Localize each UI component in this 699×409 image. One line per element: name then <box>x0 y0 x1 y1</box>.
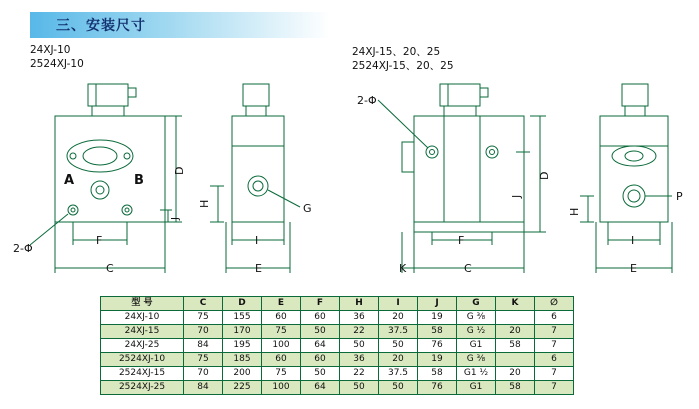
cell-D: 195 <box>223 339 262 353</box>
cell-C: 75 <box>184 353 223 367</box>
label-2phi-left: 2-Φ <box>13 242 33 255</box>
col-header-C: C <box>184 297 223 311</box>
cell-K: 20 <box>496 367 535 381</box>
col-header-phi: ∅ <box>535 297 574 311</box>
cell-I: 50 <box>379 381 418 395</box>
label-E-right: E <box>630 262 637 275</box>
table-row <box>101 325 574 339</box>
cell-D: 170 <box>223 325 262 339</box>
cell-I: 50 <box>379 339 418 353</box>
left-model-line-1: 24XJ-10 <box>30 44 71 56</box>
label-2phi-right: 2-Φ <box>357 94 377 107</box>
table-row <box>101 339 574 353</box>
cell-I: 20 <box>379 311 418 325</box>
cell-E: 60 <box>262 353 301 367</box>
col-header-K: K <box>496 297 535 311</box>
cell-G: G1 ½ <box>457 367 496 381</box>
cell-phi: 6 <box>535 311 574 325</box>
label-J-right: J <box>510 194 523 198</box>
cell-model: 2524XJ-25 <box>101 381 184 395</box>
col-header-E: E <box>262 297 301 311</box>
cell-J: 58 <box>418 325 457 339</box>
cell-phi: 7 <box>535 325 574 339</box>
label-H-mid: H <box>198 199 211 208</box>
table-row <box>101 381 574 395</box>
cell-C: 84 <box>184 381 223 395</box>
label-F-left: F <box>96 234 103 247</box>
label-A: A <box>64 173 75 188</box>
label-H-right: H <box>568 207 581 216</box>
cell-G: G ⅜ <box>457 353 496 367</box>
cell-J: 19 <box>418 353 457 367</box>
cell-K: 20 <box>496 325 535 339</box>
cell-F: 50 <box>301 367 340 381</box>
cell-K: 58 <box>496 339 535 353</box>
cell-model: 2524XJ-15 <box>101 367 184 381</box>
cell-E: 60 <box>262 311 301 325</box>
label-P: P <box>676 190 683 203</box>
cell-F: 64 <box>301 381 340 395</box>
label-D-right: D <box>538 171 551 180</box>
cell-I: 20 <box>379 353 418 367</box>
label-B: B <box>134 173 144 188</box>
col-header-H: H <box>340 297 379 311</box>
right-model-line-1: 24XJ-15、20、25 <box>352 46 441 58</box>
label-G-mid: G <box>303 202 312 215</box>
label-C-right: C <box>464 262 472 275</box>
cell-C: 70 <box>184 325 223 339</box>
label-E-mid: E <box>255 262 262 275</box>
col-header-I: I <box>379 297 418 311</box>
cell-J: 58 <box>418 367 457 381</box>
left-model-line-2: 2524XJ-10 <box>30 58 84 70</box>
label-D-left: D <box>173 166 186 175</box>
label-C-left: C <box>106 262 114 275</box>
cell-phi: 6 <box>535 353 574 367</box>
cell-C: 84 <box>184 339 223 353</box>
cell-K <box>496 353 535 367</box>
cell-G: G ½ <box>457 325 496 339</box>
cell-H: 50 <box>340 339 379 353</box>
cell-F: 60 <box>301 311 340 325</box>
table-row <box>101 311 574 325</box>
cell-model: 24XJ-10 <box>101 311 184 325</box>
cell-E: 75 <box>262 325 301 339</box>
cell-H: 36 <box>340 353 379 367</box>
cell-D: 200 <box>223 367 262 381</box>
cell-model: 24XJ-25 <box>101 339 184 353</box>
cell-G: G1 <box>457 339 496 353</box>
cell-H: 22 <box>340 325 379 339</box>
cell-phi: 7 <box>535 339 574 353</box>
cell-H: 50 <box>340 381 379 395</box>
cell-phi: 7 <box>535 381 574 395</box>
cell-phi: 7 <box>535 367 574 381</box>
col-header-G: G <box>457 297 496 311</box>
table-header-row <box>101 297 574 311</box>
cell-G: G ⅜ <box>457 311 496 325</box>
cell-H: 36 <box>340 311 379 325</box>
dimension-table <box>100 296 574 395</box>
cell-C: 75 <box>184 311 223 325</box>
cell-model: 24XJ-15 <box>101 325 184 339</box>
cell-K: 58 <box>496 381 535 395</box>
cell-G: G1 <box>457 381 496 395</box>
cell-model: 2524XJ-10 <box>101 353 184 367</box>
label-F-right: F <box>458 234 465 247</box>
cell-J: 76 <box>418 381 457 395</box>
cell-F: 50 <box>301 325 340 339</box>
cell-E: 75 <box>262 367 301 381</box>
cell-J: 19 <box>418 311 457 325</box>
cell-F: 64 <box>301 339 340 353</box>
table-row <box>101 353 574 367</box>
cell-H: 22 <box>340 367 379 381</box>
col-header-J: J <box>418 297 457 311</box>
cell-I: 37.5 <box>379 325 418 339</box>
cell-D: 155 <box>223 311 262 325</box>
col-header-F: F <box>301 297 340 311</box>
label-I-right: I <box>631 234 635 247</box>
label-I-mid: I <box>255 234 259 247</box>
cell-D: 225 <box>223 381 262 395</box>
page-title: 三、安装尺寸 <box>56 18 146 34</box>
right-model-line-2: 2524XJ-15、20、25 <box>352 60 454 72</box>
col-header-D: D <box>223 297 262 311</box>
table-row <box>101 367 574 381</box>
cell-F: 60 <box>301 353 340 367</box>
cell-D: 185 <box>223 353 262 367</box>
label-J-left: J <box>170 217 181 220</box>
cell-C: 70 <box>184 367 223 381</box>
cell-E: 100 <box>262 339 301 353</box>
cell-E: 100 <box>262 381 301 395</box>
label-K: K <box>399 262 407 275</box>
cell-K <box>496 311 535 325</box>
col-header-model: 型 号 <box>101 297 184 311</box>
cell-J: 76 <box>418 339 457 353</box>
cell-I: 37.5 <box>379 367 418 381</box>
